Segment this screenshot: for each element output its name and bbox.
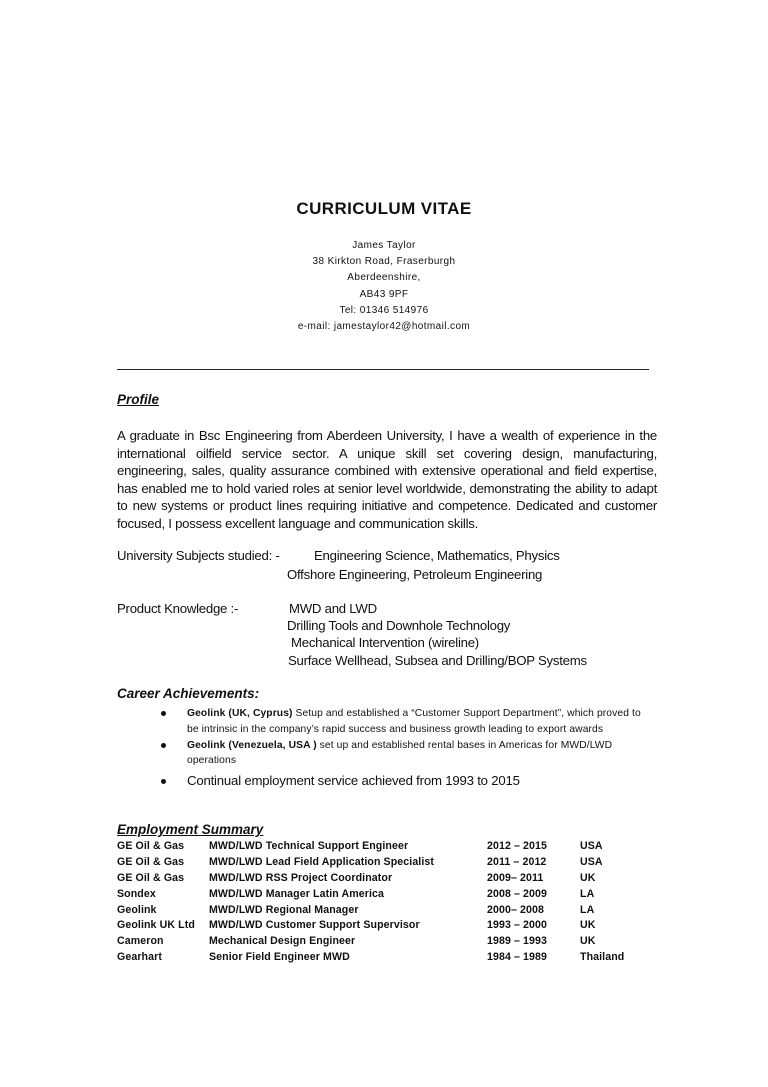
employment-location: UK xyxy=(580,919,596,931)
employer: GE Oil & Gas xyxy=(117,872,185,884)
contact-telephone: Tel: 01346 514976 xyxy=(339,304,429,316)
product-knowledge-item: Drilling Tools and Downhole Technology xyxy=(287,618,511,633)
job-title: MWD/LWD RSS Project Coordinator xyxy=(209,872,393,884)
document-title: CURRICULUM VITAE xyxy=(296,199,472,218)
job-title: MWD/LWD Regional Manager xyxy=(209,904,359,916)
profile-text: A graduate in Bsc Engineering from Aberdeen University, I have a wealth of experience in the international oilfield service sector. A unique skill set covering design, manufacturing, engineering, sales, quality assurance combined with extensive operational and field expertise, has enabled me to hold varied roles at senior level worldwide, demonstrating the ability to adapt to new systems or product lines requiring initiative and competence. Dedicated and customer focused, I possess excellent language and communication skills. xyxy=(117,428,657,531)
bullet-icon xyxy=(161,743,166,748)
employment-location: UK xyxy=(580,935,596,947)
achievement-text: Continual employment service achieved from 1993 to 2015 xyxy=(187,773,520,789)
job-title: MWD/LWD Manager Latin America xyxy=(209,888,384,900)
subjects-line-2: Offshore Engineering, Petroleum Engineering xyxy=(287,567,543,582)
employment-summary-heading: Employment Summary xyxy=(117,822,264,837)
achievement-item xyxy=(160,772,650,790)
profile-heading: Profile xyxy=(117,392,160,407)
job-title: MWD/LWD Technical Support Engineer xyxy=(209,840,409,852)
contact-address-line: 38 Kirkton Road, Fraserburgh xyxy=(312,256,456,268)
employment-years: 2000– 2008 xyxy=(487,904,544,916)
achievement-text: set up and established rental bases in Americas for MWD/LWD operations xyxy=(187,739,613,767)
product-knowledge-label: Product Knowledge :- xyxy=(117,601,239,616)
employment-years: 2008 – 2009 xyxy=(487,888,548,900)
employment-years: 1984 – 1989 xyxy=(487,951,548,963)
employer: GE Oil & Gas xyxy=(117,840,185,852)
employment-location: Thailand xyxy=(580,951,625,963)
career-achievements-heading: Career Achievements: xyxy=(117,686,260,701)
employment-location: UK xyxy=(580,872,596,884)
employer: Cameron xyxy=(117,935,164,947)
job-title: MWD/LWD Lead Field Application Specialist xyxy=(209,856,435,868)
employment-years: 2009– 2011 xyxy=(487,872,544,884)
contact-name: James Taylor xyxy=(352,240,416,251)
job-title: MWD/LWD Customer Support Supervisor xyxy=(209,919,420,931)
employment-location: USA xyxy=(580,840,603,852)
employment-years: 1989 – 1993 xyxy=(487,935,548,947)
employment-location: USA xyxy=(580,856,603,868)
achievement-item xyxy=(160,738,650,770)
achievement-company: Geolink (UK, Cyprus) xyxy=(187,708,293,719)
employment-years: 2012 – 2015 xyxy=(487,840,548,852)
bullet-icon xyxy=(161,711,166,716)
horizontal-divider xyxy=(117,369,649,370)
employer: Sondex xyxy=(117,888,156,900)
contact-email: e-mail: jamestaylor42@hotmail.com xyxy=(297,321,471,333)
achievement-item xyxy=(160,706,650,738)
subjects-line-1: Engineering Science, Mathematics, Physics xyxy=(314,548,560,563)
achievement-text: Setup and established a “Customer Support Department”, which proved to be intrinsic in the company’s rapid success and business growth leading to export awards xyxy=(187,708,641,735)
employment-years: 1993 – 2000 xyxy=(487,919,548,931)
bullet-icon xyxy=(161,779,166,784)
employment-location: LA xyxy=(580,904,595,916)
job-title: Mechanical Design Engineer xyxy=(209,935,356,947)
subjects-label: University Subjects studied: - xyxy=(117,548,280,563)
employment-years: 2011 – 2012 xyxy=(487,856,547,868)
employer: Gearhart xyxy=(117,951,162,963)
achievements-list xyxy=(160,706,650,790)
product-knowledge-item: MWD and LWD xyxy=(289,601,377,616)
achievement-company: Geolink (Venezuela, USA ) xyxy=(187,739,317,751)
product-knowledge-item: Surface Wellhead, Subsea and Drilling/BOP Systems xyxy=(288,653,587,668)
employer: Geolink xyxy=(117,904,157,916)
contact-county: Aberdeenshire, xyxy=(347,272,421,284)
product-knowledge-item: Mechanical Intervention (wireline) xyxy=(291,635,479,650)
contact-postcode: AB43 9PF xyxy=(359,288,409,300)
employer: Geolink UK Ltd xyxy=(117,919,195,931)
contact-block xyxy=(0,238,768,335)
employment-location: LA xyxy=(580,888,595,900)
employer: GE Oil & Gas xyxy=(117,856,185,868)
job-title: Senior Field Engineer MWD xyxy=(209,951,350,963)
